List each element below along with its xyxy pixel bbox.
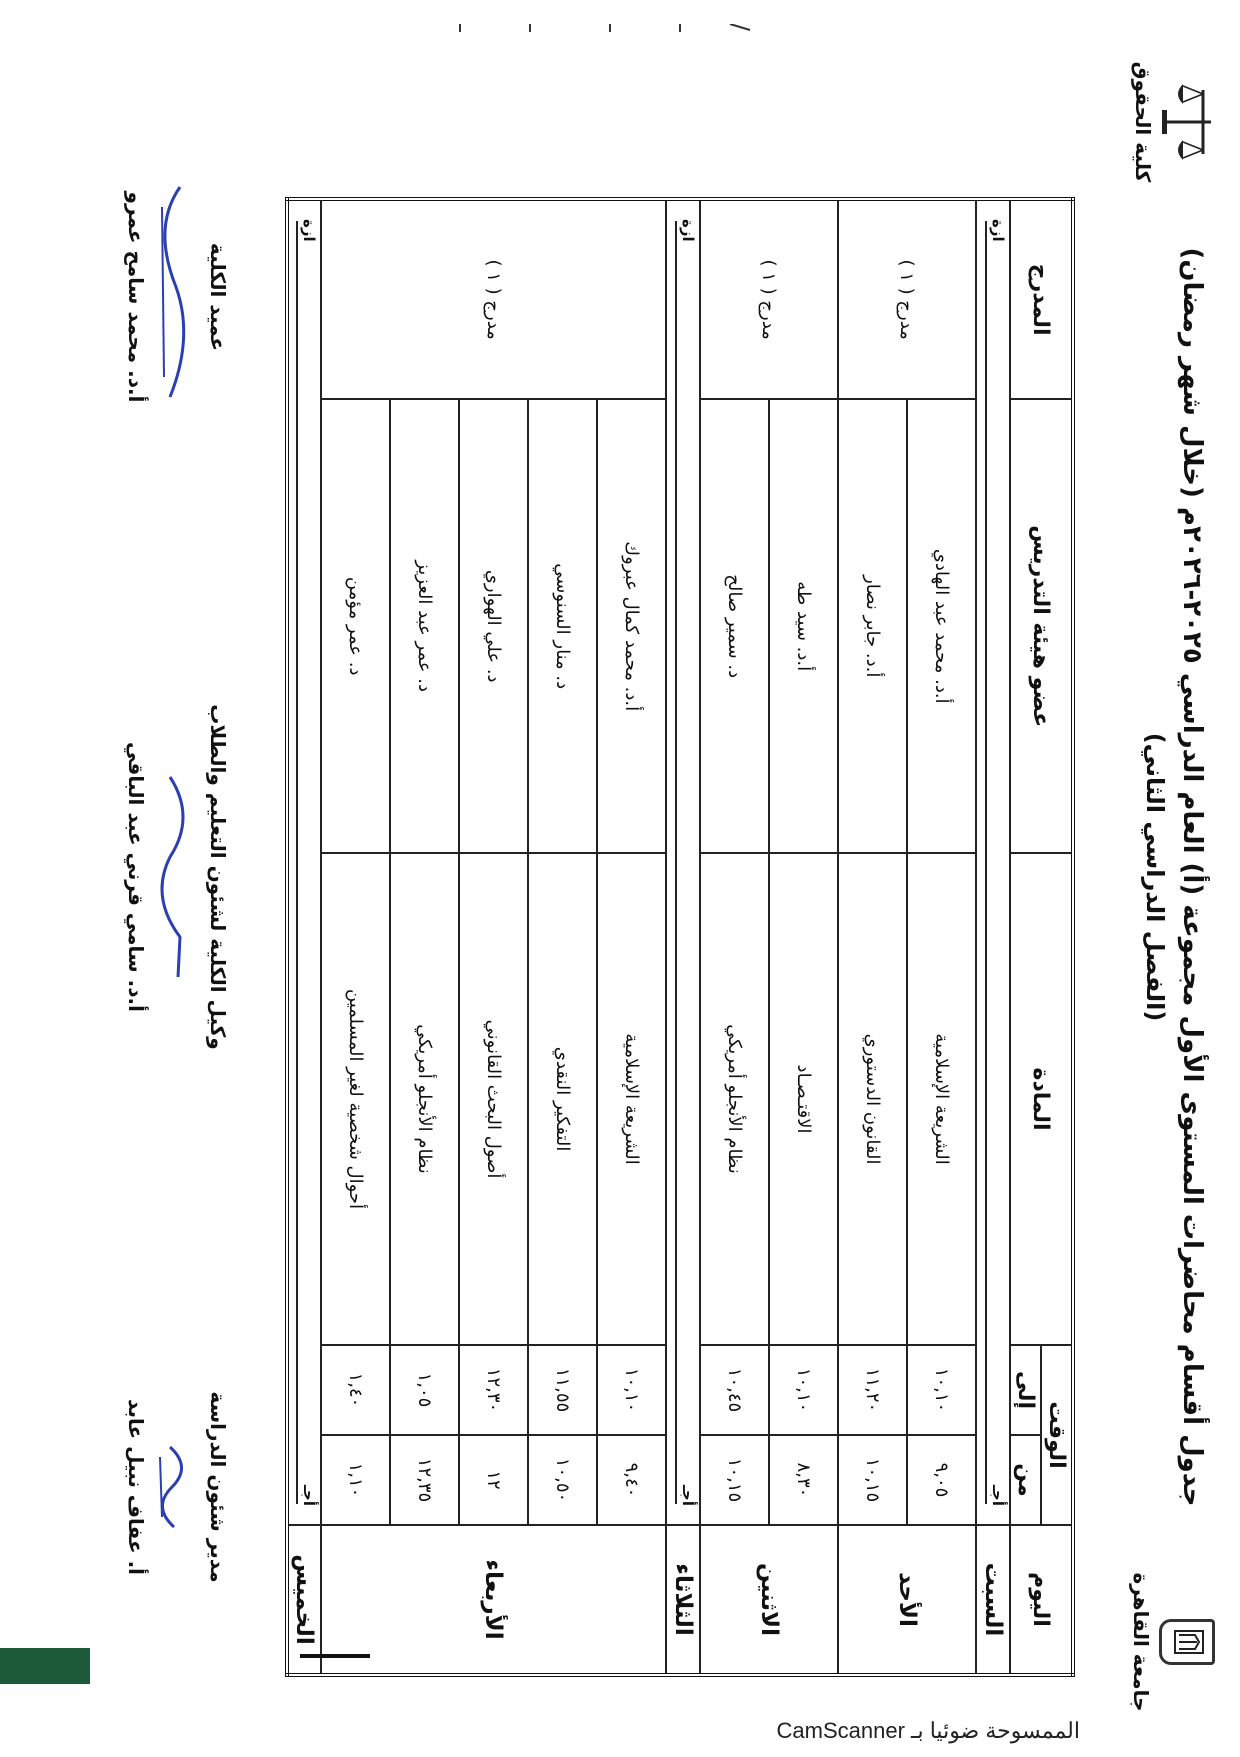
university-emblem-icon <box>1159 1619 1215 1665</box>
table-header-row <box>1041 199 1073 1675</box>
vacation-cell <box>666 199 700 1525</box>
instructor-cell: أ.د. جابر نصار <box>838 399 907 853</box>
time-from: ١٢,٣٥ <box>390 1435 459 1525</box>
day-cell: الاثنين <box>700 1525 838 1675</box>
signature-name: أ.د. سامي قرني عبد الباقي <box>124 742 148 1012</box>
time-from: ٩,٤٠ <box>597 1435 666 1525</box>
schedule-table <box>285 197 1075 1677</box>
vacation-label-right: ازة <box>679 215 697 246</box>
time-to: ١,٠٥ <box>390 1345 459 1435</box>
instructor-cell: د. عمر مؤمن <box>321 399 390 853</box>
scan-edge-marks <box>440 24 760 32</box>
signature-block-studies-director <box>124 1337 230 1637</box>
time-to: ١٠,١٠ <box>907 1345 976 1435</box>
university-name: جامعة القاهرة <box>1129 1572 1153 1712</box>
header-hall: المدرج <box>1010 199 1073 399</box>
vacation-cell <box>287 199 321 1525</box>
page-subtitle: (الفصل الدراسي الثاني) <box>1141 732 1169 1022</box>
time-to: ١٠,١٠ <box>597 1345 666 1435</box>
time-to: ١٢,٣٠ <box>459 1345 528 1435</box>
signature-block-vice-dean <box>124 657 230 1097</box>
faculty-header <box>1131 37 1215 207</box>
day-cell: الأحد <box>838 1525 976 1675</box>
table-row <box>390 199 459 1675</box>
signature-role: مدير شئون الدراسة <box>206 1391 230 1583</box>
camscanner-watermark: الممسوحة ضوئيا بـ CamScanner <box>776 1718 1080 1743</box>
instructor-cell: أ.د. محمد عبد الهادي <box>907 399 976 853</box>
header-day: اليوم <box>1010 1525 1073 1675</box>
signature-block-dean <box>124 147 230 447</box>
instructor-cell: د. علي الهواري <box>459 399 528 853</box>
header-subject: المادة <box>1010 853 1073 1345</box>
table-row-tuesday <box>666 199 700 1675</box>
scales-of-justice-icon <box>1159 77 1215 167</box>
subject-cell: الشريعة الإسلامية <box>907 853 976 1345</box>
table-row-sunday <box>907 199 976 1675</box>
time-to: ١١,٢٠ <box>838 1345 907 1435</box>
faculty-name: كلية الحقوق <box>1131 61 1155 183</box>
vacation-line <box>985 219 1007 1506</box>
instructor-cell: أ.د. سيد طه <box>769 399 838 853</box>
table-row <box>459 199 528 1675</box>
handwritten-signature-icon <box>148 657 200 1097</box>
table-row-thursday <box>287 199 321 1675</box>
day-cell: السبت <box>976 1525 1010 1675</box>
day-cell: الخميس <box>287 1525 321 1675</box>
instructor-cell: د. عمر عبد العزيز <box>390 399 459 853</box>
time-to: ١١,٥٥ <box>528 1345 597 1435</box>
header-instructor: عضو هيئة التدريس <box>1010 399 1073 853</box>
vacation-label-left: أجـ <box>301 1481 319 1510</box>
time-from: ٨,٣٠ <box>769 1435 838 1525</box>
vacation-line <box>297 219 319 1506</box>
time-from: ١٢ <box>459 1435 528 1525</box>
signature-role: عميد الكلية <box>206 242 230 352</box>
vacation-label-left: أجـ <box>989 1481 1007 1510</box>
table-row <box>321 199 390 1675</box>
vacation-label-right: ازة <box>989 215 1007 246</box>
time-from: ١٠,٥٠ <box>528 1435 597 1525</box>
table-row <box>838 199 907 1675</box>
subject-cell: أصول البحث القانوني <box>459 853 528 1345</box>
signature-name: أ.د. محمد سامح عمرو <box>124 191 148 403</box>
header-time-to: إلى <box>1010 1345 1041 1435</box>
handwritten-signature-icon <box>148 147 200 447</box>
vacation-label-left: أجـ <box>679 1481 697 1510</box>
vacation-label-right: ازة <box>301 215 319 246</box>
time-to: ١٠,٤٥ <box>700 1345 769 1435</box>
subject-cell: القانون الدستوري <box>838 853 907 1345</box>
handwritten-signature-icon <box>148 1337 200 1637</box>
hall-cell: مدرج ( ١ ) <box>838 199 976 399</box>
time-to: ١٠,١٠ <box>769 1345 838 1435</box>
signature-role: وكيل الكلية لشئون التعليم والطلاب <box>206 704 230 1050</box>
table-row-saturday <box>976 199 1010 1675</box>
instructor-cell: د. منار السنوسي <box>528 399 597 853</box>
instructor-cell: أ.د. محمد كمال عبروك <box>597 399 666 853</box>
time-from: ١,١٠ <box>321 1435 390 1525</box>
subject-cell: أحوال شخصية لغير المسلمين <box>321 853 390 1345</box>
time-from: ٩,٠٥ <box>907 1435 976 1525</box>
hall-cell: مدرج ( ١ ) <box>321 199 666 399</box>
university-header <box>1129 1557 1215 1727</box>
hall-cell: مدرج ( ١ ) <box>700 199 838 399</box>
instructor-cell: د. سمير صالح <box>700 399 769 853</box>
vacation-cell <box>976 199 1010 1525</box>
subject-cell: التفكير النقدي <box>528 853 597 1345</box>
day-cell: الأربعاء <box>321 1525 666 1675</box>
day-cell: الثلاثاء <box>666 1525 700 1675</box>
signature-name: أ. عفاف نبيل عابد <box>124 1398 148 1576</box>
time-from: ١٠,١٥ <box>700 1435 769 1525</box>
table-row <box>700 199 769 1675</box>
scan-edge-artifact <box>0 1648 90 1684</box>
header-time: الوقت <box>1041 1345 1073 1525</box>
subject-cell: نظام الأنجلو أمريكي <box>390 853 459 1345</box>
page-title: جدول أقسام محاضرات المستوى الأول مجموعة (أ) العام الدراسي ٢٠٢٥-٢٠٢٦م (خلال شهر رمضان) <box>1177 247 1207 1507</box>
scan-edge-mark <box>300 1654 370 1658</box>
subject-cell: نظام الأنجلو أمريكي <box>700 853 769 1345</box>
time-to: ١,٤٠ <box>321 1345 390 1435</box>
table-row <box>528 199 597 1675</box>
table-row-wednesday <box>597 199 666 1675</box>
header-time-from: من <box>1010 1435 1041 1525</box>
vacation-line <box>675 219 697 1506</box>
subject-cell: الاقتـصـاد <box>769 853 838 1345</box>
schedule-sheet <box>15 0 1225 1757</box>
table-row-monday <box>769 199 838 1675</box>
subject-cell: الشريعة الإسلامية <box>597 853 666 1345</box>
time-from: ١٠,١٥ <box>838 1435 907 1525</box>
